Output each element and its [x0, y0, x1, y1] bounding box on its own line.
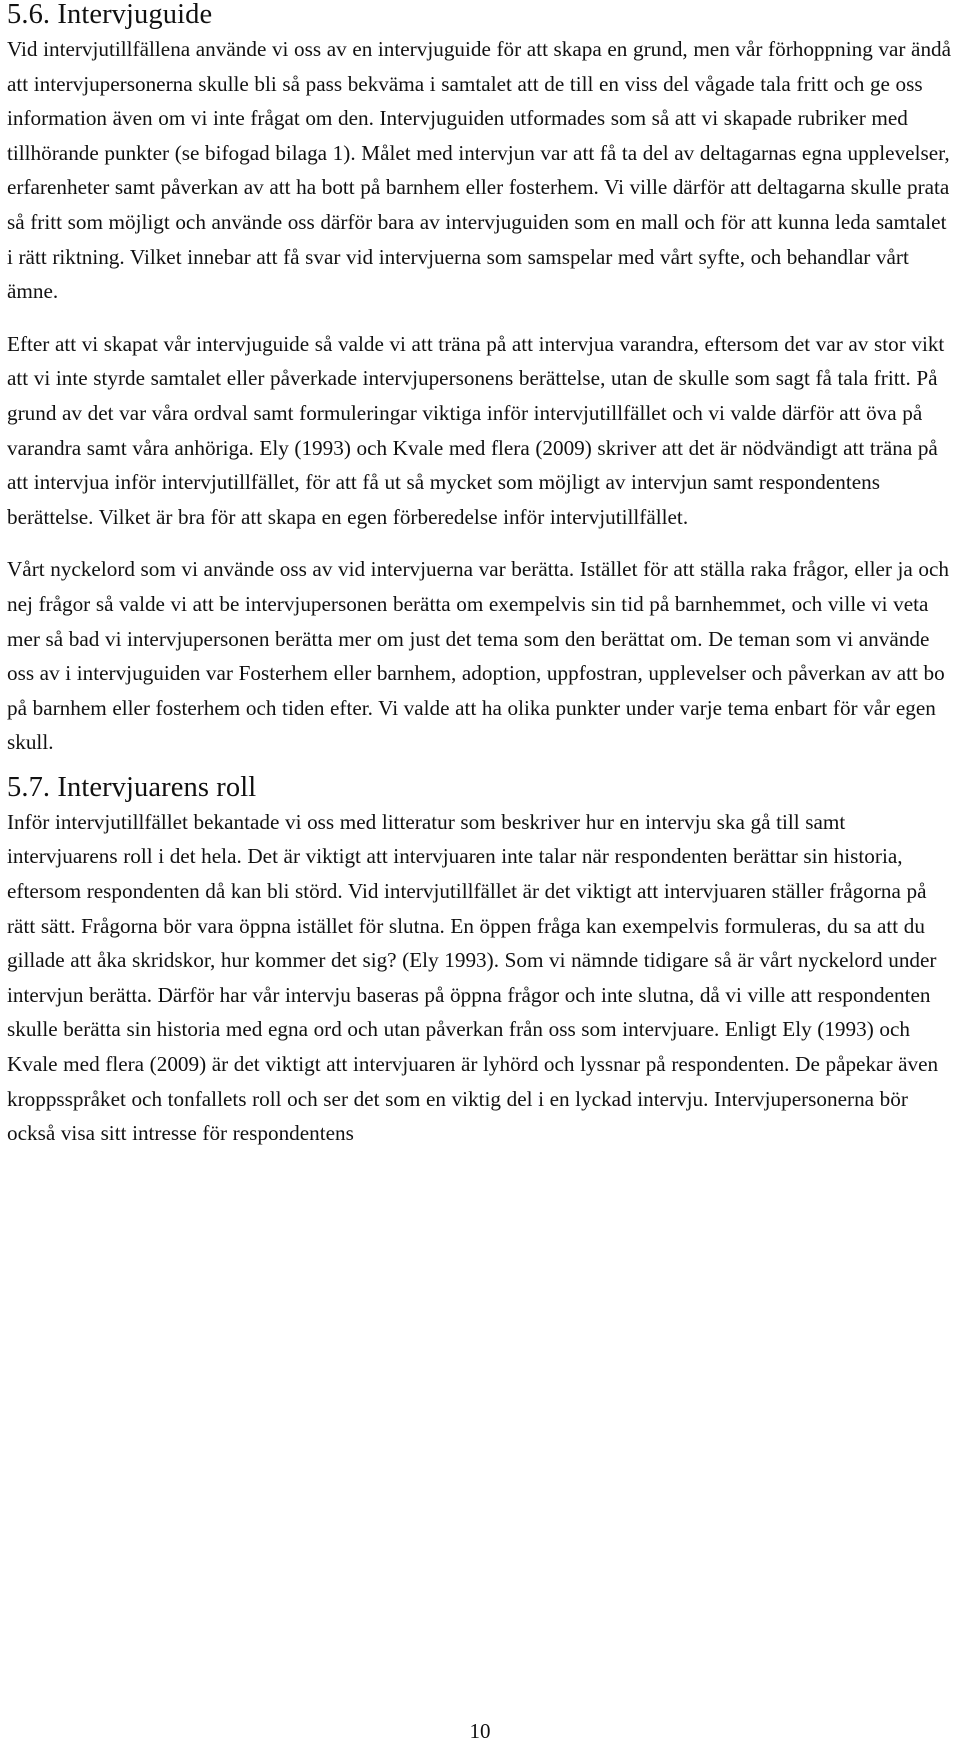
section-heading-intervjuguide: 5.6. Intervjuguide: [7, 0, 213, 30]
paragraph-intervjuguide-1: Vid intervjutillfällena använde vi oss av en intervjuguide för att skapa en grund, men vår förhoppning var ändå att intervjupersonerna skulle bli så pass bekväma i samtalet att de till en viss del vågade tala fritt och ge oss information även om vi inte frågat om den. Intervjuguiden utformades som så att vi skapade rubriker med tillhörande punkter (se bifogad bilaga 1). Målet med intervjun var att få ta del av deltagarnas egna upplevelser, erfarenheter samt påverkan av att ha bott på barnhem eller fosterhem. Vi ville därför att deltagarna skulle prata så fritt som möjligt och använde oss därför bara av intervjuguiden som en mall och för att kunna leda samtalet i rätt riktning. Vilket innebar att få svar vid intervjuerna som samspelar med vårt syfte, och behandlar vårt ämne.: [7, 37, 952, 304]
page-number: 10: [469, 1719, 491, 1743]
section-heading-intervjuarens-roll: 5.7. Intervjuarens roll: [7, 771, 257, 803]
document-page: [7, 0, 955, 1151]
paragraph-intervjuguide-2: Efter att vi skapat vår intervjuguide så valde vi att träna på att intervjua varandra, eftersom det var av stor vikt att vi inte styrde samtalet eller påverkade intervjupersonens berättelse, utan de skulle som sagt få tala fritt. På grund av det var våra ordval samt formuleringar viktiga inför intervjutillfället och vi valde därför att öva på varandra samt våra anhöriga. Ely (1993) och Kvale med flera (2009) skriver att det är nödvändigt att träna på att intervjua inför intervjutillfället, för att få ut så mycket som möjligt av intervjun samt respondentens berättelse. Vilket är bra för att skapa en egen förberedelse inför intervjutillfället.: [7, 331, 945, 529]
paragraph-intervjuguide-3: Vårt nyckelord som vi använde oss av vid intervjuerna var berätta. Istället för att ställa raka frågor, eller ja och nej frågor så valde vi att be intervjupersonen berätta om exempelvis sin tid på barnhemmet, och ville vi veta mer så bad vi intervjupersonen berätta mer om just det tema som den berättat om. De teman som vi använde oss av i intervjuguiden var Fosterhem eller barnhem, adoption, uppfostran, upplevelser och påverkan av att bo på barnhem eller fosterhem och tiden efter. Vi valde att ha olika punkter under varje tema enbart för vår egen skull.: [7, 557, 950, 755]
paragraph-intervjuarens-roll-1: Inför intervjutillfället bekantade vi oss med litteratur som beskriver hur en intervju ska gå till samt intervjuarens roll i det hela. Det är viktigt att intervjuaren inte talar när respondenten berättar sin historia, eftersom respondenten då kan bli störd. Vid intervjutillfället är det viktigt att intervjuaren ställer frågorna på rätt sätt. Frågorna bör vara öppna istället för slutna. En öppen fråga kan exempelvis formuleras, du sa att du gillade att åka skridskor, hur kommer det sig? (Ely 1993). Som vi nämnde tidigare så är vårt nyckelord under intervjun berätta. Därför har vår intervju baseras på öppna frågor och inte slutna, då vi ville att respondenten skulle berätta sin historia med egna ord och utan påverkan från oss som intervjuare. Enligt Ely (1993) och Kvale med flera (2009) är det viktigt att intervjuaren är lyhörd och lyssnar på respondenten. De påpekar även kroppsspråket och tonfallets roll och ser det som en viktig del i en lyckad intervju. Intervjupersonerna bör också visa sitt intresse för respondentens: [7, 809, 939, 1146]
